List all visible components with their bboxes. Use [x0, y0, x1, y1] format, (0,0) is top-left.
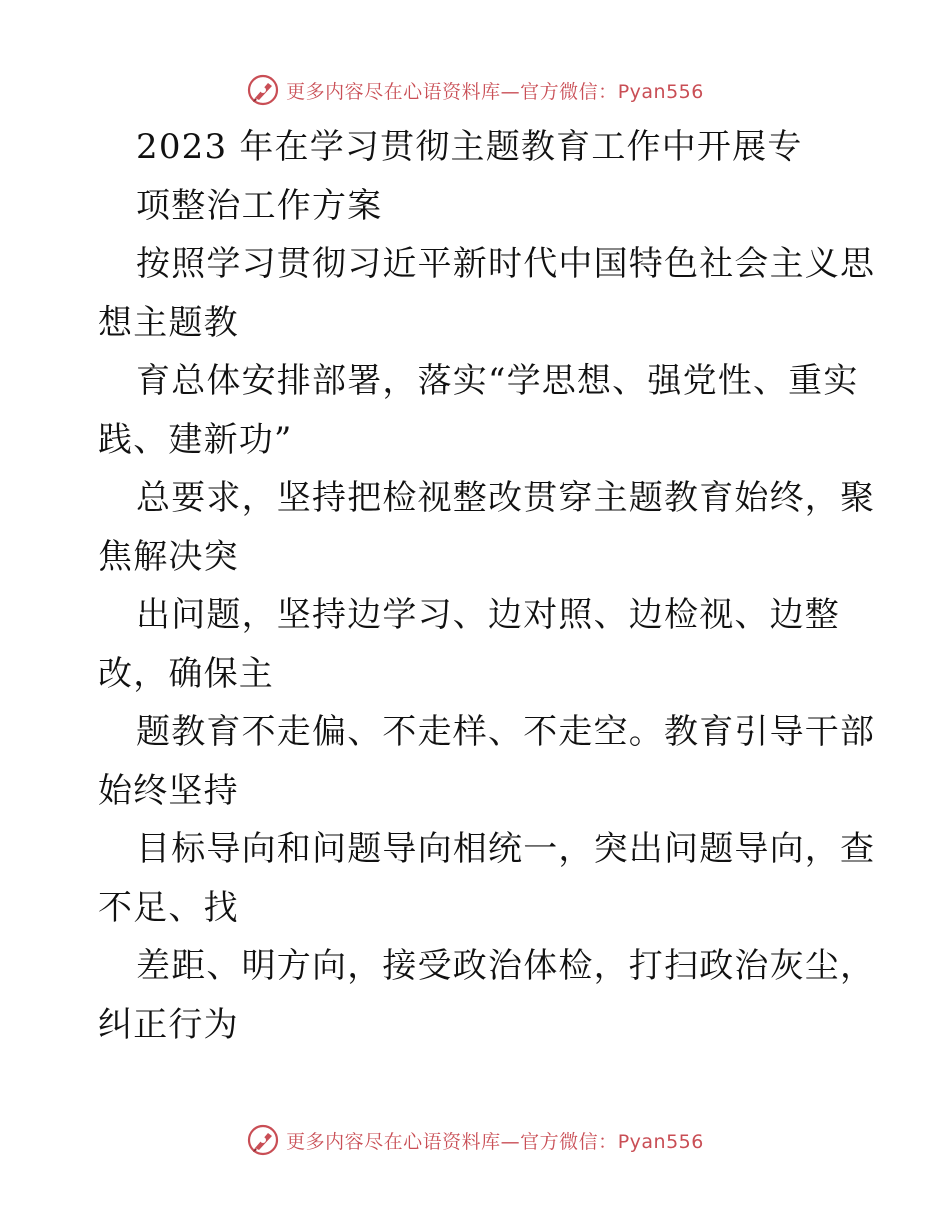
paragraph-line: 想主题教	[98, 302, 239, 343]
footer-wechat-label: 官方微信：	[520, 1130, 618, 1153]
header-promo-text: 更多内容尽在心语资料库	[286, 80, 501, 103]
header-banner-text	[286, 77, 704, 104]
paragraph-line: 按照学习贯彻习近平新时代中国特色社会主义思	[136, 244, 876, 284]
footer-banner	[0, 1120, 950, 1160]
title-line-1: 2023 年在学习贯彻主题教育工作中开展专	[136, 127, 803, 167]
header-separator: —	[500, 80, 521, 103]
paragraph-line: 焦解决突	[98, 536, 239, 577]
document-body	[98, 118, 876, 1054]
footer-separator: —	[500, 1130, 521, 1153]
header-wechat-label: 官方微信：	[520, 80, 618, 103]
pen-logo-icon	[246, 1123, 280, 1157]
paragraph-line: 纠正行为	[98, 1004, 239, 1045]
paragraph-line: 践、建新功”	[98, 419, 293, 460]
paragraph-line: 改，确保主	[98, 653, 274, 694]
paragraph-line: 总要求，坚持把检视整改贯穿主题教育始终，聚	[136, 478, 876, 518]
pen-logo-icon	[246, 73, 280, 107]
footer-wechat-id: Pyan556	[617, 1130, 704, 1153]
paragraph-line: 育总体安排部署，落实“学思想、强党性、重实	[136, 361, 859, 401]
paragraph-line: 题教育不走偏、不走样、不走空。教育引导干部	[136, 712, 876, 752]
paragraph-line: 不足、找	[98, 887, 239, 928]
header-wechat-id: Pyan556	[617, 80, 704, 103]
footer-banner-text	[286, 1127, 704, 1154]
title-line-2: 项整治工作方案	[136, 185, 383, 226]
paragraph-line: 差距、明方向，接受政治体检，打扫政治灰尘，	[136, 946, 876, 986]
paragraph-line: 出问题，坚持边学习、边对照、边检视、边整	[136, 595, 840, 635]
paragraph-line: 目标导向和问题导向相统一，突出问题导向，查	[136, 829, 876, 869]
header-banner	[0, 70, 950, 110]
paragraph-line: 始终坚持	[98, 770, 239, 811]
footer-promo-text: 更多内容尽在心语资料库	[286, 1130, 501, 1153]
